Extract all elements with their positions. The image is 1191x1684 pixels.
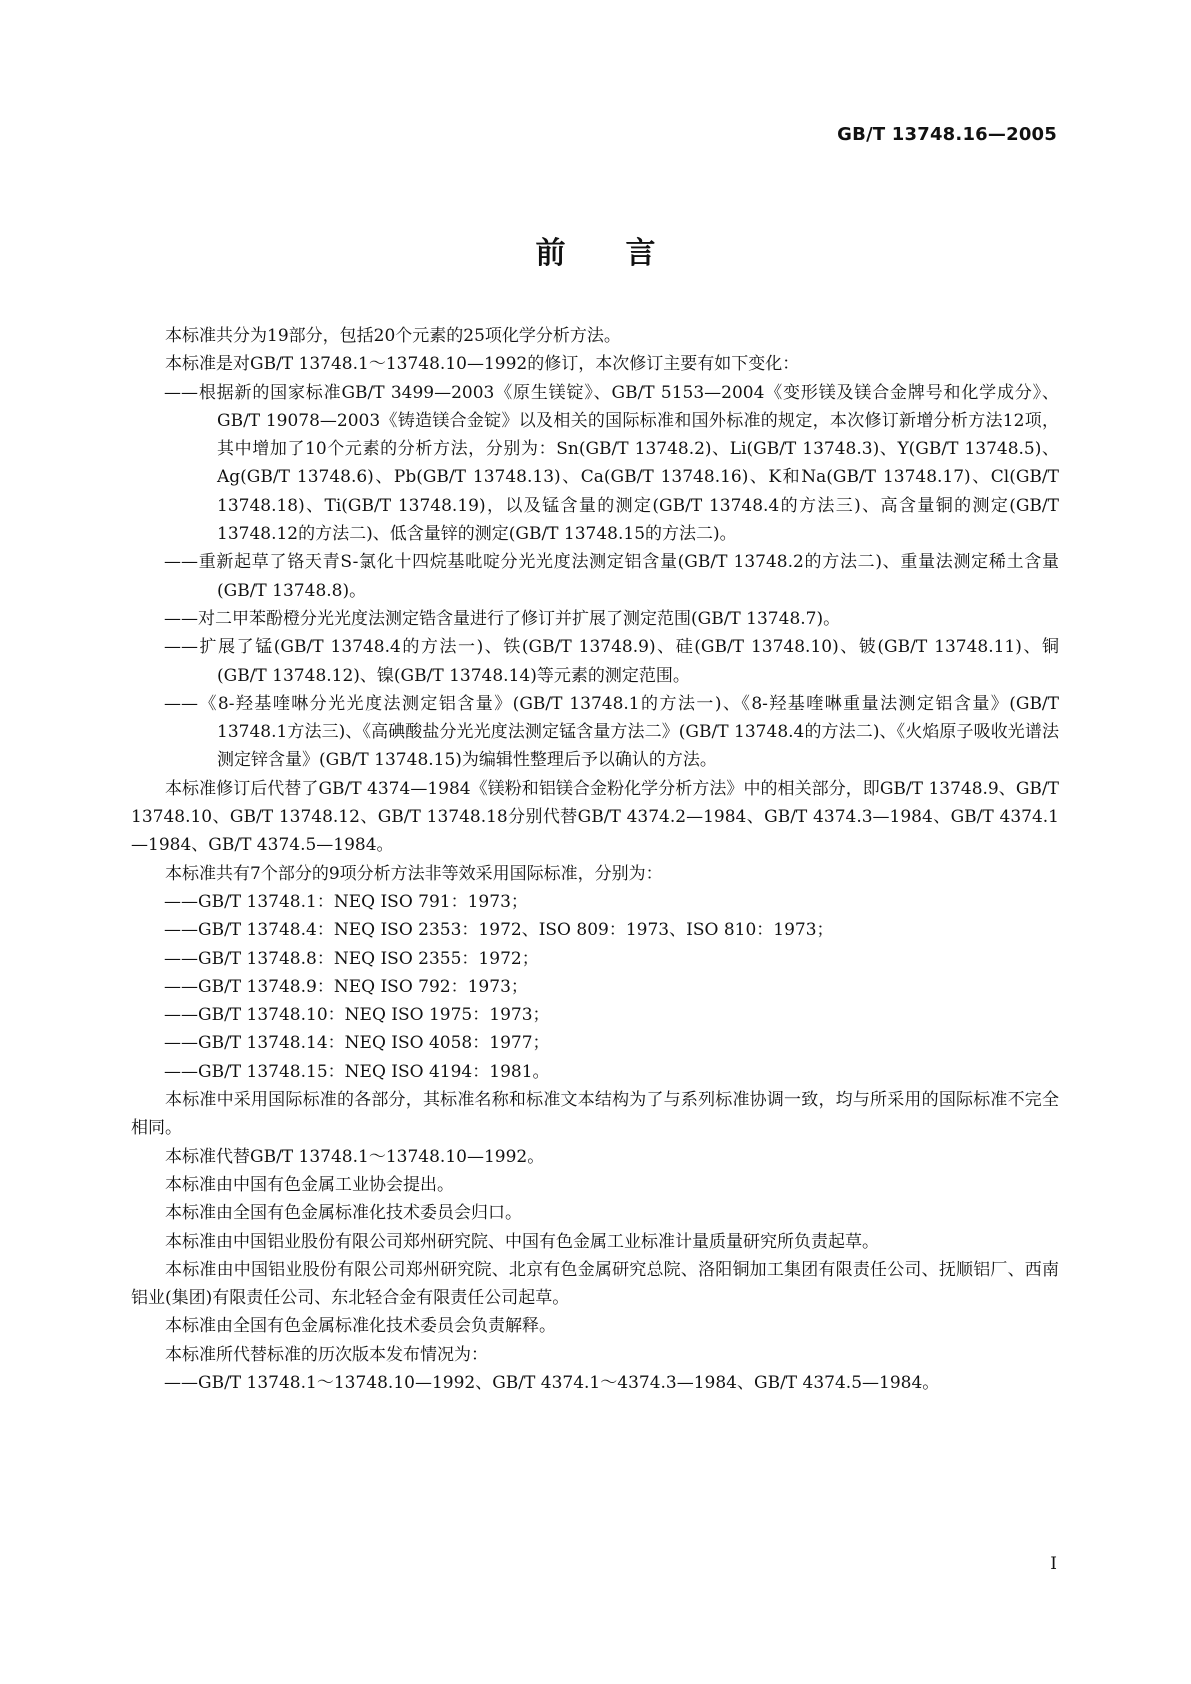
iso-item: ——GB/T 13748.14：NEQ ISO 4058：1977；: [164, 1033, 550, 1054]
paragraph-history-intro: 本标准所代替标准的历次版本发布情况为：: [165, 1344, 488, 1365]
paragraph-replacement: 本标准修订后代替了GB/T 4374—1984《镁粉和铝镁合金粉化学分析方法》中的相关部分，即GB/T 13748.9、GB/T 13748.10、GB/T 13748.12、GB/T 13748.18分别代替GB/T 4374.2—1984、GB/T 4374.3—1984、GB/T 4374.1—1984、GB/T 4374.5—1984。: [131, 778, 1059, 856]
iso-item: ——GB/T 13748.8：NEQ ISO 2355：1972；: [164, 948, 539, 969]
document-body: [131, 322, 1059, 1397]
iso-item: ——GB/T 13748.9：NEQ ISO 792：1973；: [164, 976, 528, 997]
standard-number: GB/T 13748.16—2005: [837, 124, 1057, 145]
iso-item: ——GB/T 13748.10：NEQ ISO 1975：1973；: [164, 1005, 550, 1026]
iso-item: ——GB/T 13748.15：NEQ ISO 4194：1981。: [164, 1061, 550, 1082]
iso-item: ——GB/T 13748.4：NEQ ISO 2353：1972、ISO 809：1973、ISO 810：1973；: [164, 920, 834, 941]
paragraph-scope: 本标准共分为19部分，包括20个元素的25项化学分析方法。: [165, 326, 621, 346]
change-item-new-methods: ——根据新的国家标准GB/T 3499—2003《原生镁锭》、GB/T 5153—2004《变形镁及镁合金牌号和化学成分》、GB/T 19078—2003《铸造镁合金锭》以及相关的国际标准和国外标准的规定，本次修订新增分析方法12项，其中增加了10个元素的分析方法，分别为：Sn(GB/T 13748.2)、Li(GB/T 13748.3)、Y(GB/T 13748.5)、Ag(GB/T 13748.6)、Pb(GB/T 13748.13)、Ca(GB/T 13748.16)、K和Na(GB/T 13748.17)、Cl(GB/T 13748.18)、Ti(GB/T 13748.19)，以及锰含量的测定(GB/T 13748.4的方法三)、高含量铜的测定(GB/T 13748.12的方法二)、低含量锌的测定(GB/T 13748.15的方法二)。: [164, 382, 1059, 545]
change-item-redrafted: ——重新起草了铬天青S-氯化十四烷基吡啶分光光度法测定铝含量(GB/T 13748.2的方法二)、重量法测定稀土含量(GB/T 13748.8)。: [164, 552, 1059, 601]
paragraph-drafters: 本标准由中国铝业股份有限公司郑州研究院、北京有色金属研究总院、洛阳铜加工集团有限责任公司、抚顺铝厂、西南铝业(集团)有限责任公司、东北轻合金有限责任公司起草。: [131, 1259, 1059, 1309]
paragraph-lead-drafters: 本标准由中国铝业股份有限公司郑州研究院、中国有色金属工业标准计量质量研究所负责起草。: [165, 1231, 879, 1252]
paragraph-proposed-by: 本标准由中国有色金属工业协会提出。: [165, 1174, 454, 1195]
paragraph-interpretation: 本标准由全国有色金属标准化技术委员会负责解释。: [165, 1316, 556, 1337]
page-title: 前言: [535, 236, 716, 271]
history-item: ——GB/T 13748.1～13748.10—1992、GB/T 4374.1～4374.3—1984、GB/T 4374.5—1984。: [164, 1372, 940, 1393]
change-item-confirmed-methods: ——《8-羟基喹啉分光光度法测定铝含量》(GB/T 13748.1的方法一)、《8-羟基喹啉重量法测定铝含量》(GB/T 13748.1方法三)、《高碘酸盐分光光度法测定锰含量方法二》(GB/T 13748.4的方法二)、《火焰原子吸收光谱法测定锌含量》(GB/T 13748.15)为编辑性整理后予以确认的方法。: [164, 693, 1059, 771]
paragraph-revision: 本标准是对GB/T 13748.1～13748.10—1992的修订，本次修订主要有如下变化：: [165, 354, 800, 375]
paragraph-managed-by: 本标准由全国有色金属标准化技术委员会归口。: [165, 1203, 522, 1224]
page-number: I: [1050, 1554, 1057, 1574]
paragraph-structure-note: 本标准中采用国际标准的各部分，其标准名称和标准文本结构为了与系列标准协调一致，均与所采用的国际标准不完全相同。: [131, 1090, 1059, 1139]
change-item-extended-range: ——扩展了锰(GB/T 13748.4的方法一)、铁(GB/T 13748.9)、硅(GB/T 13748.10)、铍(GB/T 13748.11)、铜(GB/T 13748.12)、镍(GB/T 13748.14)等元素的测定范围。: [164, 637, 1059, 686]
paragraph-supersedes: 本标准代替GB/T 13748.1～13748.10—1992。: [165, 1146, 545, 1167]
change-item-zirconium: ——对二甲苯酚橙分光光度法测定锆含量进行了修订并扩展了测定范围(GB/T 13748.7)。: [164, 608, 841, 629]
paragraph-iso-adoption: 本标准共有7个部分的9项分析方法非等效采用国际标准，分别为：: [165, 863, 663, 884]
iso-item: ——GB/T 13748.1：NEQ ISO 791：1973；: [164, 891, 528, 912]
